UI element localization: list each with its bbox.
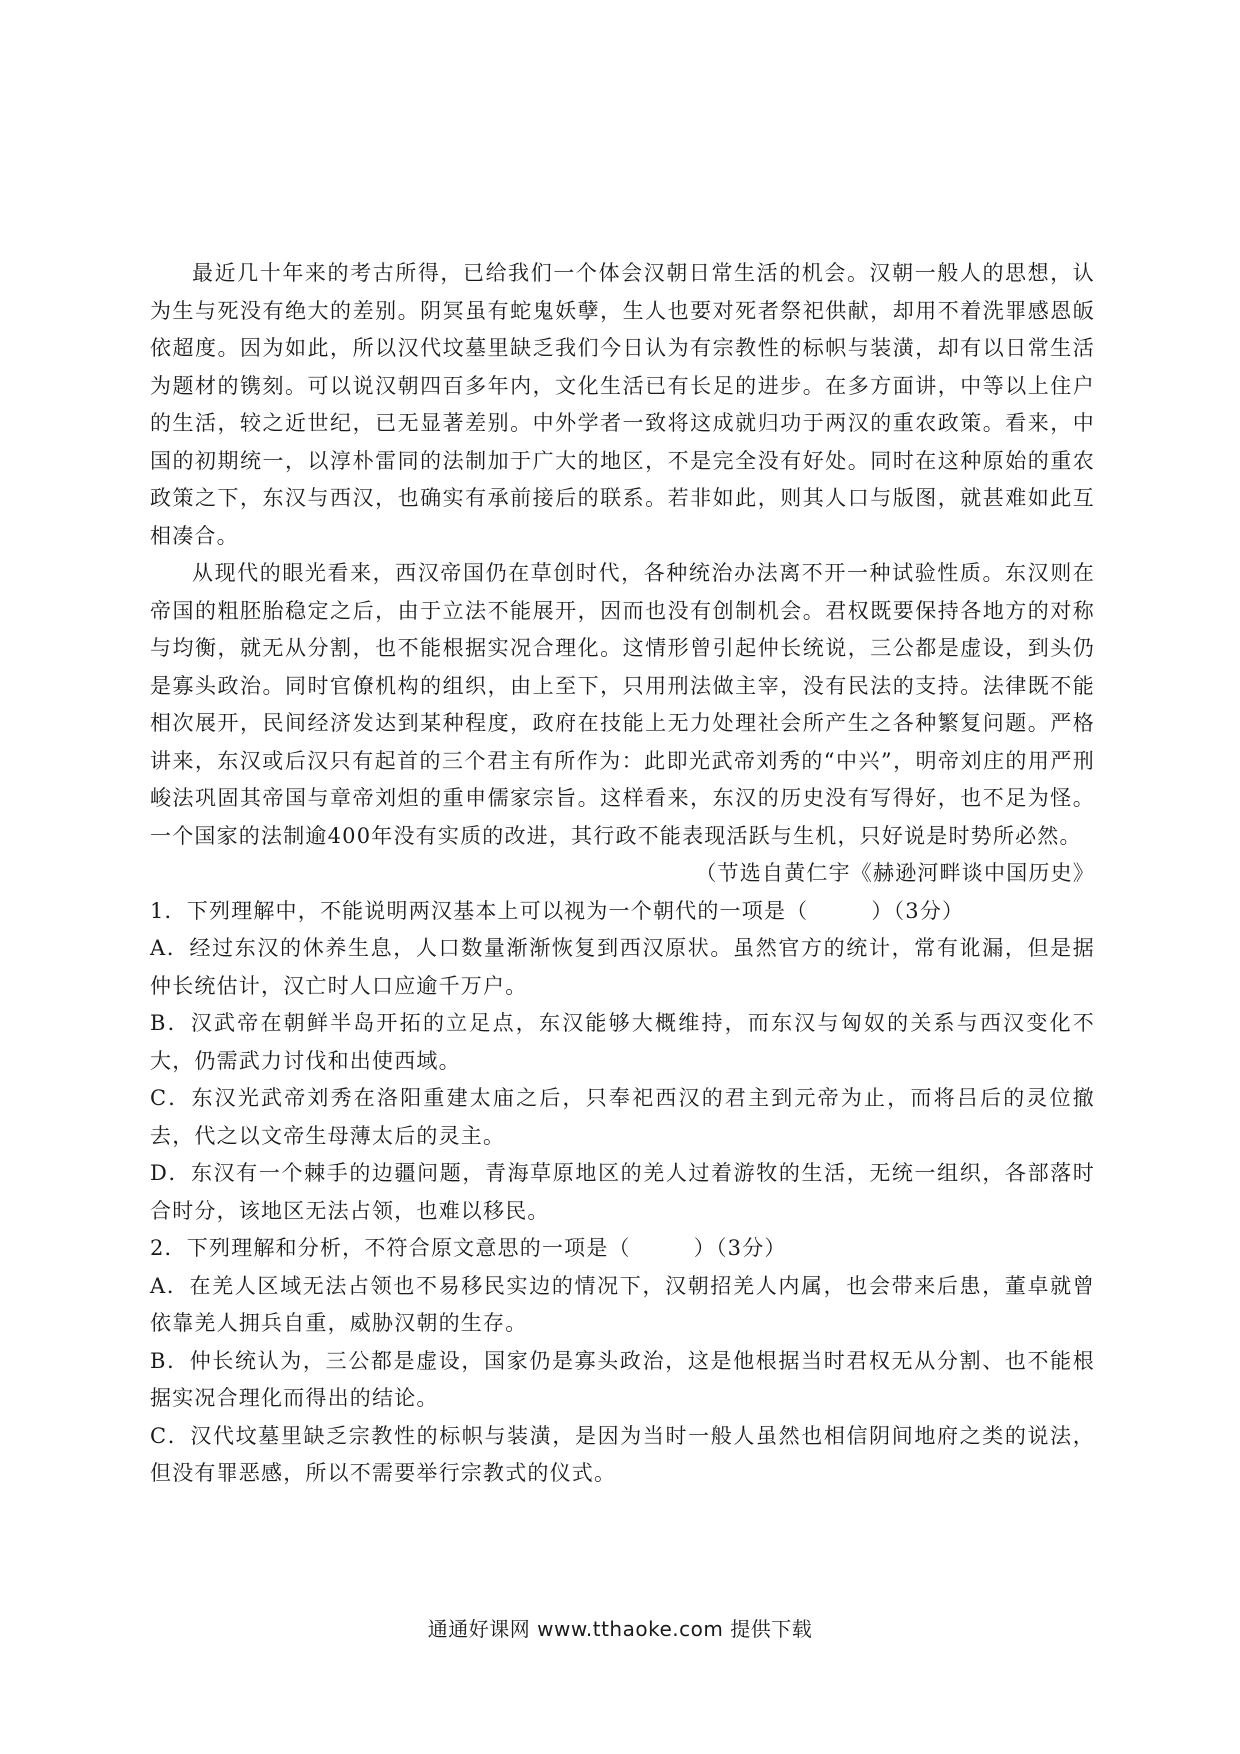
question-1-option-c: C．东汉光武帝刘秀在洛阳重建太庙之后，只奉祀西汉的君主到元帝为止，而将吕后的灵位撤去，代之以文帝生母薄太后的灵主。: [150, 1086, 1095, 1148]
question-1-stem: [150, 893, 1095, 931]
question-2-option-a: A．在羌人区域无法占领也不易移民实边的情况下，汉朝招羌人内属，也会带来后患，董卓就曾依靠羌人拥兵自重，威胁汉朝的生存。: [150, 1273, 1095, 1335]
question-1-stem-text: 1．下列理解中，不能说明两汉基本上可以视为一个朝代的一项是（: [150, 898, 809, 923]
question-2-score: ）（3分）: [693, 1236, 787, 1260]
question-2-option-b: B．仲长统认为，三公都是虚设，国家仍是寡头政治，这是他根据当时君权无从分割、也不能根据实况合理化而得出的结论。: [150, 1348, 1095, 1410]
page-footer: 通通好课网 www.tthaoke.com 提供下载: [427, 1617, 813, 1641]
question-2-stem: [150, 1230, 1095, 1268]
document-body: [150, 255, 1095, 1493]
question-2-option-c: C．汉代坟墓里缺乏宗教性的标帜与装潢，是因为当时一般人虽然也相信阴间地府之类的说法，但没有罪恶感，所以不需要举行宗教式的仪式。: [150, 1423, 1095, 1485]
question-1-option-b: B．汉武帝在朝鲜半岛开拓的立足点，东汉能够大概维持，而东汉与匈奴的关系与西汉变化不大，仍需武力讨伐和出使西域。: [150, 1011, 1095, 1073]
question-1-option-d: D．东汉有一个棘手的边疆问题，青海草原地区的羌人过着游牧的生活，无统一组织，各部落时合时分，该地区无法占领，也难以移民。: [150, 1161, 1095, 1223]
question-1-score: ）（3分）: [871, 898, 965, 923]
passage-paragraph-2: 从现代的眼光看来，西汉帝国仍在草创时代，各种统治办法离不开一种试验性质。东汉则在帝国的粗胚胎稳定之后，由于立法不能展开，因而也没有创制机会。君权既要保持各地方的对称与均衡，就无从分割，也不能根据实况合理化。这情形曾引起仲长统说，三公都是虚设，到头仍是寡头政治。同时官僚机构的组织，由上至下，只用刑法做主宰，没有民法的支持。法律既不能相次展开，民间经济发达到某种程度，政府在技能上无力处理社会所产生之各种繁复问题。严格讲来，东汉或后汉只有起首的三个君主有所作为：此即光武帝刘秀的“中兴”，明帝刘庄的用严刑峻法巩固其帝国与章帝刘炟的重申儒家宗旨。这样看来，东汉的历史没有写得好，也不足为怪。一个国家的法制逾400年没有实质的改进，其行政不能表现活跃与生机，只好说是时势所必然。: [150, 561, 1095, 848]
question-1-option-a: A．经过东汉的休养生息，人口数量渐渐恢复到西汉原状。虽然官方的统计，常有讹漏，但是据仲长统估计，汉亡时人口应逾千万户。: [150, 936, 1095, 998]
passage-source: （节选自黄仁宇《赫逊河畔谈中国历史》: [695, 861, 1095, 885]
question-2-stem-text: 2．下列理解和分析，不符合原文意思的一项是（: [150, 1236, 631, 1260]
passage-paragraph-1: 最近几十年来的考古所得，已给我们一个体会汉朝日常生活的机会。汉朝一般人的思想，认为生与死没有绝大的差别。阴冥虽有蛇鬼妖孽，生人也要对死者祭祀供献，却用不着洗罪感恩皈依超度。因为如此，所以汉代坟墓里缺乏我们今日认为有宗教性的标帜与装潢，却有以日常生活为题材的镌刻。可以说汉朝四百多年内，文化生活已有长足的进步。在多方面讲，中等以上住户的生活，较之近世纪，已无显著差别。中外学者一致将这成就归功于两汉的重农政策。看来，中国的初期统一，以淳朴雷同的法制加于广大的地区，不是完全没有好处。同时在这种原始的重农政策之下，东汉与西汉，也确实有承前接后的联系。若非如此，则其人口与版图，就甚难如此互相凑合。: [150, 261, 1095, 548]
